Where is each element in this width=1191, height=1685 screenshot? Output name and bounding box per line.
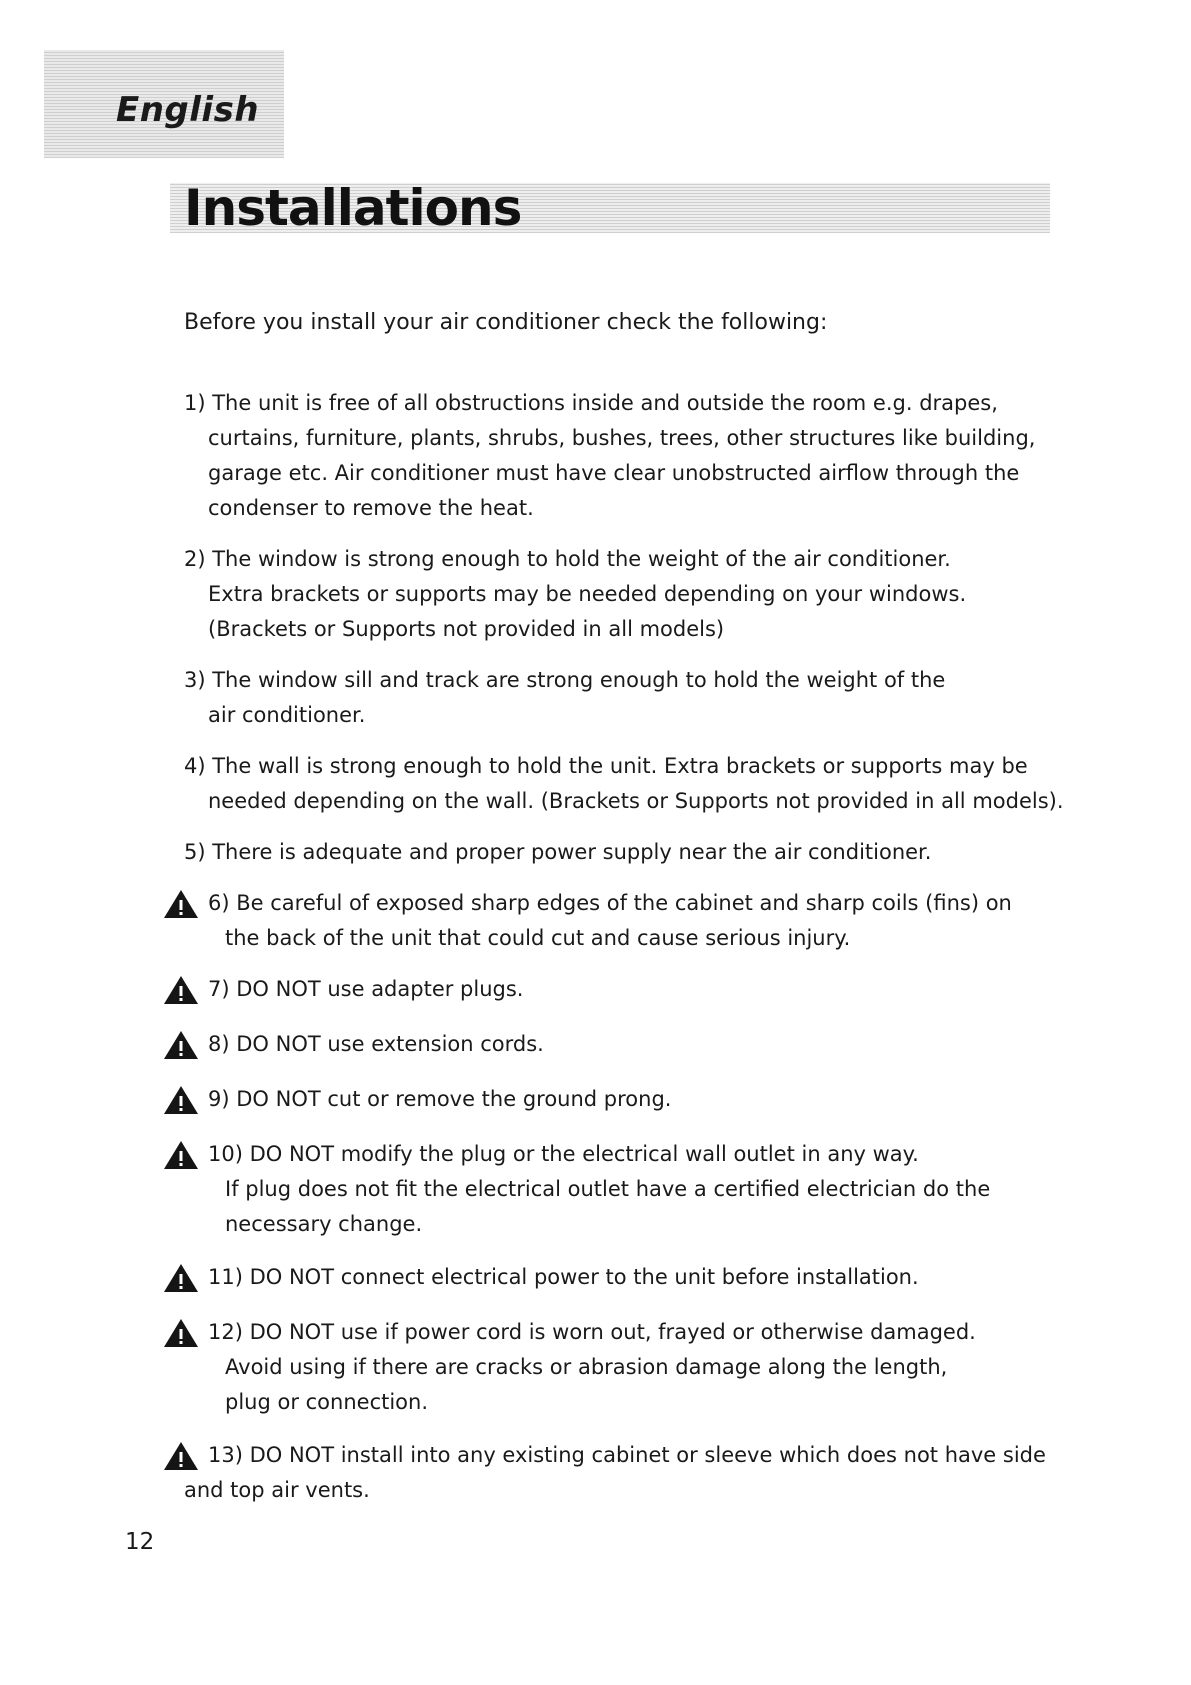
warning-icon	[163, 1030, 199, 1060]
checklist-item	[0, 1082, 1191, 1117]
item-line: 3) The window sill and track are strong enough to hold the weight of the	[184, 668, 946, 692]
page-title: Installations	[184, 179, 522, 237]
item-line: plug or connection.	[225, 1390, 429, 1414]
item-line: curtains, furniture, plants, shrubs, bushes, trees, other structures like building,	[208, 426, 1036, 450]
checklist-item	[0, 749, 1191, 819]
language-label: English	[116, 90, 260, 130]
item-line: 10) DO NOT modify the plug or the electrical wall outlet in any way.	[208, 1142, 919, 1166]
item-line: 7) DO NOT use adapter plugs.	[208, 977, 524, 1001]
checklist-item	[0, 1315, 1191, 1420]
item-line: air conditioner.	[208, 703, 366, 727]
item-line: 9) DO NOT cut or remove the ground prong.	[208, 1087, 672, 1111]
checklist-item	[0, 663, 1191, 733]
item-line: necessary change.	[225, 1212, 423, 1236]
warning-icon	[163, 889, 199, 919]
item-line: garage etc. Air conditioner must have clear unobstructed airflow through the	[208, 461, 1020, 485]
item-line: and top air vents.	[184, 1478, 370, 1502]
item-line: (Brackets or Supports not provided in all models)	[208, 617, 725, 641]
warning-icon	[163, 975, 199, 1005]
item-line: needed depending on the wall. (Brackets or Supports not provided in all models).	[208, 789, 1064, 813]
checklist-item	[0, 542, 1191, 647]
checklist-item	[0, 386, 1191, 526]
warning-icon	[163, 1085, 199, 1115]
item-line: 4) The wall is strong enough to hold the unit. Extra brackets or supports may be	[184, 754, 1028, 778]
item-line: 1) The unit is free of all obstructions inside and outside the room e.g. drapes,	[184, 391, 998, 415]
item-line: 11) DO NOT connect electrical power to the unit before installation.	[208, 1265, 919, 1289]
intro-text: Before you install your air conditioner check the following:	[184, 310, 828, 335]
item-line: Avoid using if there are cracks or abrasion damage along the length,	[225, 1355, 948, 1379]
item-line: 6) Be careful of exposed sharp edges of the cabinet and sharp coils (fins) on	[208, 891, 1012, 915]
warning-icon	[163, 1441, 199, 1471]
item-line: condenser to remove the heat.	[208, 496, 534, 520]
item-line: If plug does not fit the electrical outlet have a certified electrician do the	[225, 1177, 991, 1201]
item-line: 8) DO NOT use extension cords.	[208, 1032, 544, 1056]
checklist	[0, 370, 1191, 1508]
item-line: 5) There is adequate and proper power supply near the air conditioner.	[184, 840, 932, 864]
item-line: 12) DO NOT use if power cord is worn out, frayed or otherwise damaged.	[208, 1320, 976, 1344]
checklist-item	[0, 1260, 1191, 1295]
checklist-item	[0, 1438, 1191, 1508]
language-tab	[44, 50, 284, 158]
checklist-item	[0, 972, 1191, 1007]
warning-icon	[163, 1263, 199, 1293]
checklist-item	[0, 1027, 1191, 1062]
item-line: Extra brackets or supports may be needed depending on your windows.	[208, 582, 967, 606]
checklist-item	[0, 835, 1191, 870]
item-line: 13) DO NOT install into any existing cabinet or sleeve which does not have side	[208, 1443, 1046, 1467]
warning-icon	[163, 1318, 199, 1348]
item-line: the back of the unit that could cut and cause serious injury.	[225, 926, 851, 950]
page-number: 12	[125, 1529, 155, 1555]
checklist-item	[0, 1137, 1191, 1242]
checklist-item	[0, 886, 1191, 956]
item-line: 2) The window is strong enough to hold the weight of the air conditioner.	[184, 547, 951, 571]
warning-icon	[163, 1140, 199, 1170]
